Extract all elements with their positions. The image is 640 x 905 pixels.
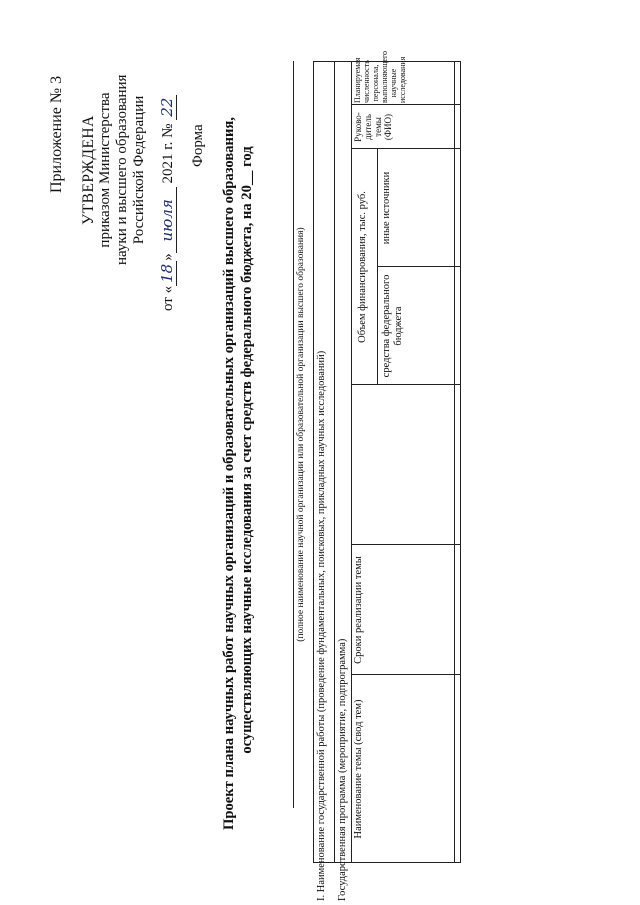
order-month-handwritten: июля (158, 187, 177, 253)
table-divider (334, 61, 335, 863)
order-day-handwritten: 18 (158, 261, 177, 286)
table-divider (351, 61, 352, 863)
table-divider (351, 384, 461, 385)
header-other-sources: иные источники (381, 171, 392, 245)
document-title (220, 70, 256, 830)
approved-line-3: Российской Федерации (131, 95, 147, 245)
form-label: Форма (190, 124, 206, 167)
table-divider (377, 266, 461, 267)
organization-caption: (полное наименование научной организации или образовательной организации высшего образования) (296, 227, 306, 642)
table-divider (351, 544, 461, 545)
order-date-line (158, 95, 177, 311)
table-divider (454, 61, 455, 863)
appendix-number: Приложение № 3 (48, 75, 65, 193)
header-planned-staff: Планируемая численность персонала, выполняющего научные исследования (353, 50, 407, 103)
row-program: Государственная программа (мероприятие, подпрограмма) (337, 638, 348, 901)
title-line-2: осуществляющих научные исследования за счет средств федерального бюджета, на 20__ год (239, 146, 255, 754)
table-divider (351, 674, 461, 675)
header-funding-volume: Объем финансирования, тыс. руб. (357, 191, 368, 343)
approved-title: УТВЕРЖДЕНА (80, 115, 97, 225)
order-mid: » (160, 253, 176, 261)
header-federal-budget: средства федерального бюджета (381, 274, 404, 378)
approved-line-1: приказом Министерства (97, 92, 113, 248)
order-prefix: от « (160, 285, 176, 311)
table-divider (351, 148, 461, 149)
title-line-1: Проект плана научных работ научных организаций и образовательных организаций высшего образования, (221, 117, 237, 830)
order-number-handwritten: 22 (158, 95, 177, 120)
order-year: 2021 г. № (160, 123, 176, 184)
approval-block (80, 75, 148, 265)
table-divider (351, 104, 461, 105)
header-terms: Сроки реализации темы (353, 556, 364, 664)
header-topic: Наименование темы (свод тем) (353, 699, 364, 839)
row-work-name: I. Наименование государственной работы (проведение фундаментальных, поисковых, прикладных научных исследований) (316, 350, 327, 901)
header-topic-head: Руково-дитель темы (ФИО) (353, 112, 393, 142)
organization-name-line (293, 61, 294, 808)
approved-line-2: науки и высшего образования (114, 74, 130, 265)
table-divider (377, 149, 378, 385)
